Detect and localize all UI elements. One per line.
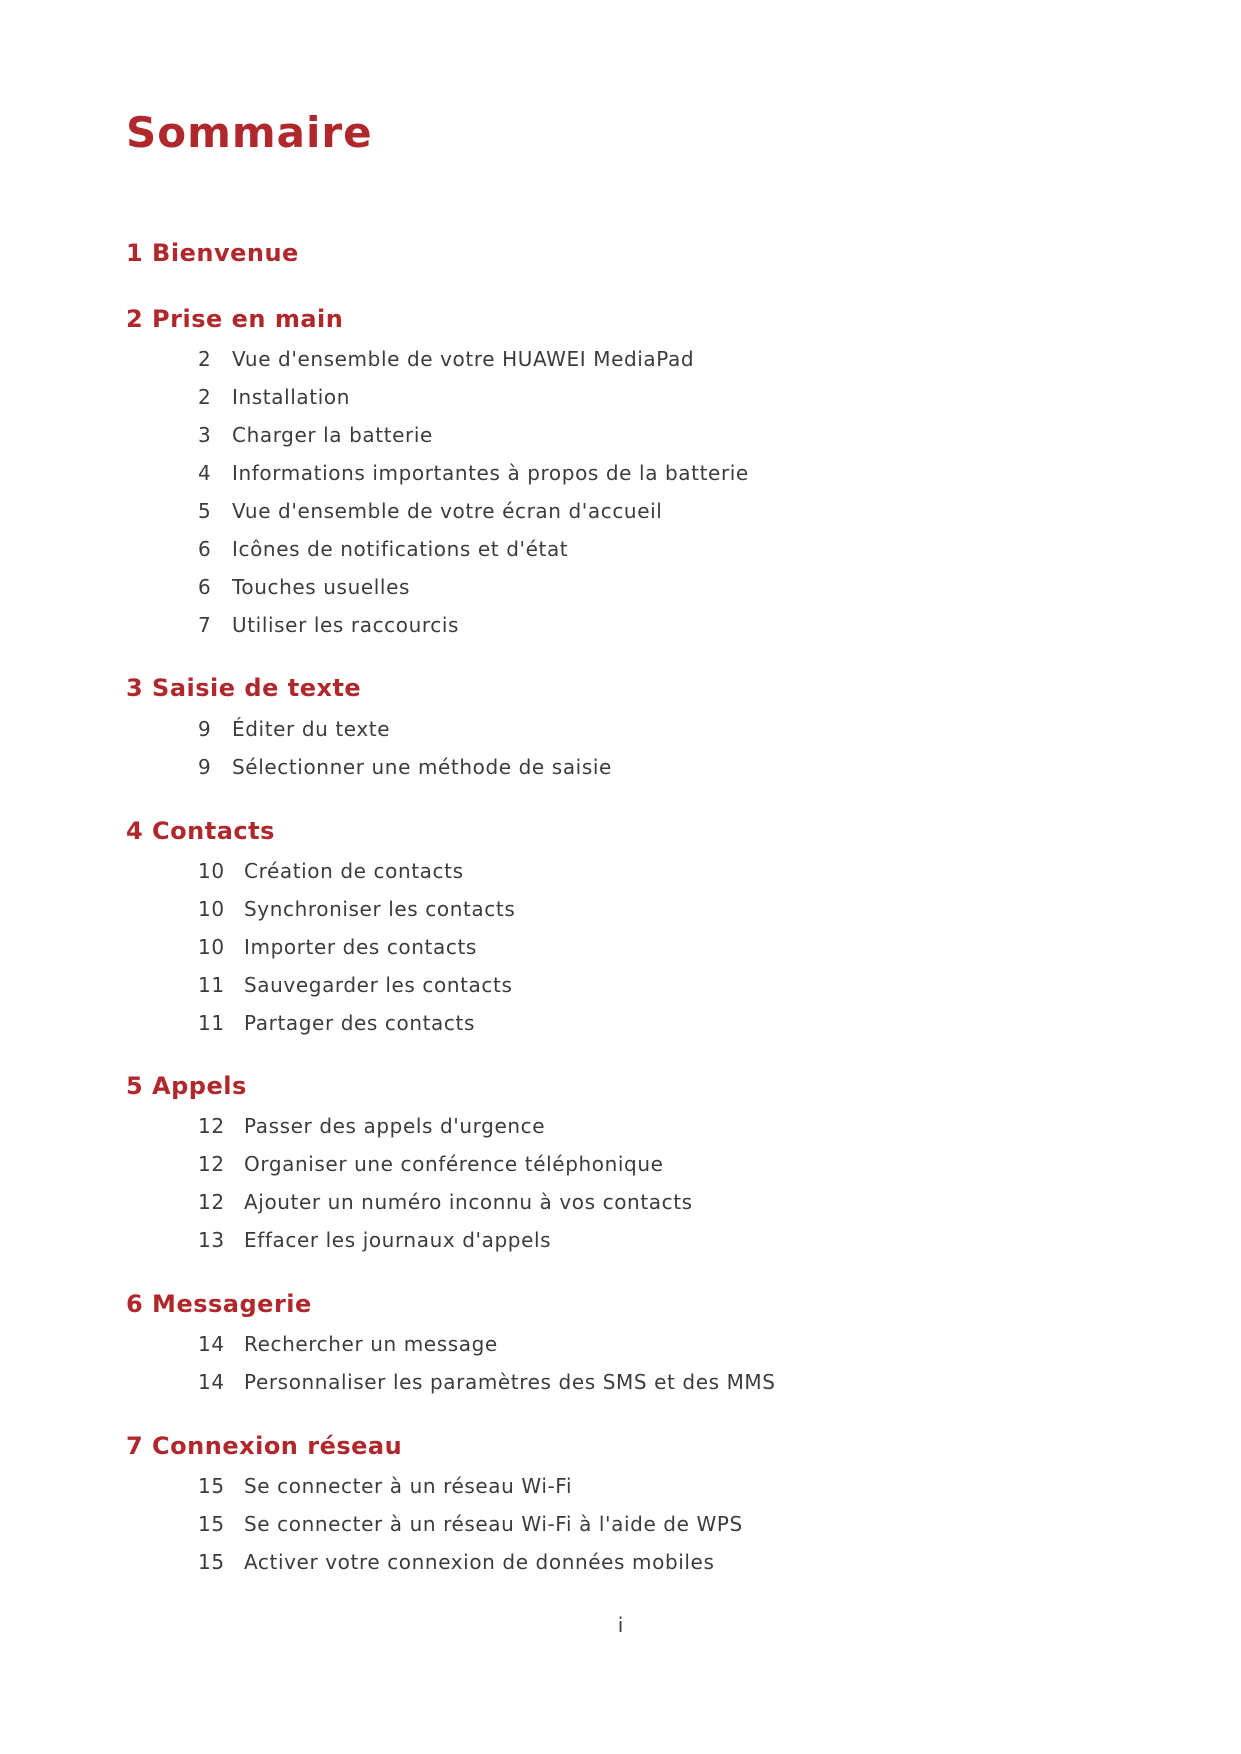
toc-entry-label: Importer des contacts <box>244 935 477 959</box>
toc-entry-page: 9 <box>198 755 212 779</box>
toc-entry[interactable] <box>198 382 350 412</box>
toc-entry[interactable] <box>198 534 569 564</box>
toc-entry-page: 3 <box>198 423 212 447</box>
toc-entry[interactable] <box>198 420 433 450</box>
toc-entry-page: 10 <box>198 859 225 883</box>
toc-entry[interactable] <box>198 1111 546 1141</box>
toc-entry[interactable] <box>198 458 749 488</box>
toc-entry-page: 6 <box>198 575 212 599</box>
toc-entry[interactable] <box>198 1008 475 1038</box>
toc-entry-label: Passer des appels d'urgence <box>244 1114 546 1138</box>
toc-entry-page: 12 <box>198 1152 225 1176</box>
chapter-title-connexion-reseau[interactable]: 7 Connexion réseau <box>126 1432 403 1460</box>
toc-entry[interactable] <box>198 1367 776 1397</box>
toc-entry-label: Ajouter un numéro inconnu à vos contacts <box>244 1190 693 1214</box>
toc-entry-page: 2 <box>198 347 212 371</box>
toc-entry-page: 6 <box>198 537 212 561</box>
toc-entry-page: 4 <box>198 461 212 485</box>
toc-entry-page: 15 <box>198 1474 225 1498</box>
toc-entry[interactable] <box>198 970 513 1000</box>
toc-entry-label: Organiser une conférence téléphonique <box>244 1152 664 1176</box>
toc-entry-label: Installation <box>232 385 350 409</box>
chapter-title-saisie-de-texte[interactable]: 3 Saisie de texte <box>126 674 362 702</box>
page-title: Sommaire <box>126 108 373 157</box>
toc-entry[interactable] <box>198 572 410 602</box>
toc-entry-label: Rechercher un message <box>244 1332 498 1356</box>
toc-entry-label: Se connecter à un réseau Wi-Fi à l'aide de WPS <box>244 1512 743 1536</box>
toc-entry-page: 12 <box>198 1190 225 1214</box>
toc-entry-label: Sauvegarder les contacts <box>244 973 513 997</box>
toc-entry-page: 15 <box>198 1512 225 1536</box>
toc-entry[interactable] <box>198 1547 715 1577</box>
toc-entry[interactable] <box>198 714 391 744</box>
toc-entry-label: Sélectionner une méthode de saisie <box>232 755 612 779</box>
toc-entry-label: Activer votre connexion de données mobiles <box>244 1550 715 1574</box>
toc-entry-page: 7 <box>198 613 212 637</box>
toc-entry[interactable] <box>198 1149 664 1179</box>
toc-entry-label: Partager des contacts <box>244 1011 475 1035</box>
toc-entry-page: 14 <box>198 1370 225 1394</box>
toc-entry[interactable] <box>198 610 460 640</box>
chapter-title-messagerie[interactable]: 6 Messagerie <box>126 1290 312 1318</box>
chapter-title-contacts[interactable]: 4 Contacts <box>126 817 275 845</box>
toc-entry-label: Informations importantes à propos de la batterie <box>232 461 749 485</box>
toc-entry[interactable] <box>198 1471 573 1501</box>
toc-entry[interactable] <box>198 894 516 924</box>
toc-entry-label: Se connecter à un réseau Wi-Fi <box>244 1474 573 1498</box>
toc-entry-label: Touches usuelles <box>232 575 410 599</box>
toc-entry-page: 15 <box>198 1550 225 1574</box>
toc-entry[interactable] <box>198 1509 743 1539</box>
toc-entry[interactable] <box>198 344 695 374</box>
toc-entry[interactable] <box>198 1187 693 1217</box>
toc-entry-page: 10 <box>198 935 225 959</box>
chapter-title-bienvenue[interactable]: 1 Bienvenue <box>126 239 299 267</box>
toc-entry-label: Effacer les journaux d'appels <box>244 1228 552 1252</box>
toc-entry-page: 12 <box>198 1114 225 1138</box>
page-number: i <box>617 1613 624 1637</box>
chapter-title-appels[interactable]: 5 Appels <box>126 1072 247 1100</box>
toc-entry-page: 11 <box>198 973 225 997</box>
toc-entry-page: 5 <box>198 499 212 523</box>
toc-entry-label: Création de contacts <box>244 859 464 883</box>
toc-entry[interactable] <box>198 1329 498 1359</box>
toc-entry-page: 2 <box>198 385 212 409</box>
toc-entry[interactable] <box>198 1225 552 1255</box>
toc-entry[interactable] <box>198 932 477 962</box>
toc-entry-page: 9 <box>198 717 212 741</box>
toc-entry[interactable] <box>198 752 612 782</box>
toc-entry-label: Icônes de notifications et d'état <box>232 537 569 561</box>
toc-entry-label: Vue d'ensemble de votre HUAWEI MediaPad <box>232 347 695 371</box>
toc-entry-page: 13 <box>198 1228 225 1252</box>
toc-entry[interactable] <box>198 496 663 526</box>
toc-entry-page: 11 <box>198 1011 225 1035</box>
toc-entry-page: 14 <box>198 1332 225 1356</box>
toc-entry[interactable] <box>198 856 464 886</box>
toc-entry-page: 10 <box>198 897 225 921</box>
toc-entry-label: Personnaliser les paramètres des SMS et des MMS <box>244 1370 776 1394</box>
toc-entry-label: Charger la batterie <box>232 423 433 447</box>
toc-entry-label: Synchroniser les contacts <box>244 897 516 921</box>
chapter-title-prise-en-main[interactable]: 2 Prise en main <box>126 305 344 333</box>
toc-entry-label: Éditer du texte <box>232 717 391 741</box>
toc-entry-label: Vue d'ensemble de votre écran d'accueil <box>232 499 663 523</box>
toc-entry-label: Utiliser les raccourcis <box>232 613 460 637</box>
